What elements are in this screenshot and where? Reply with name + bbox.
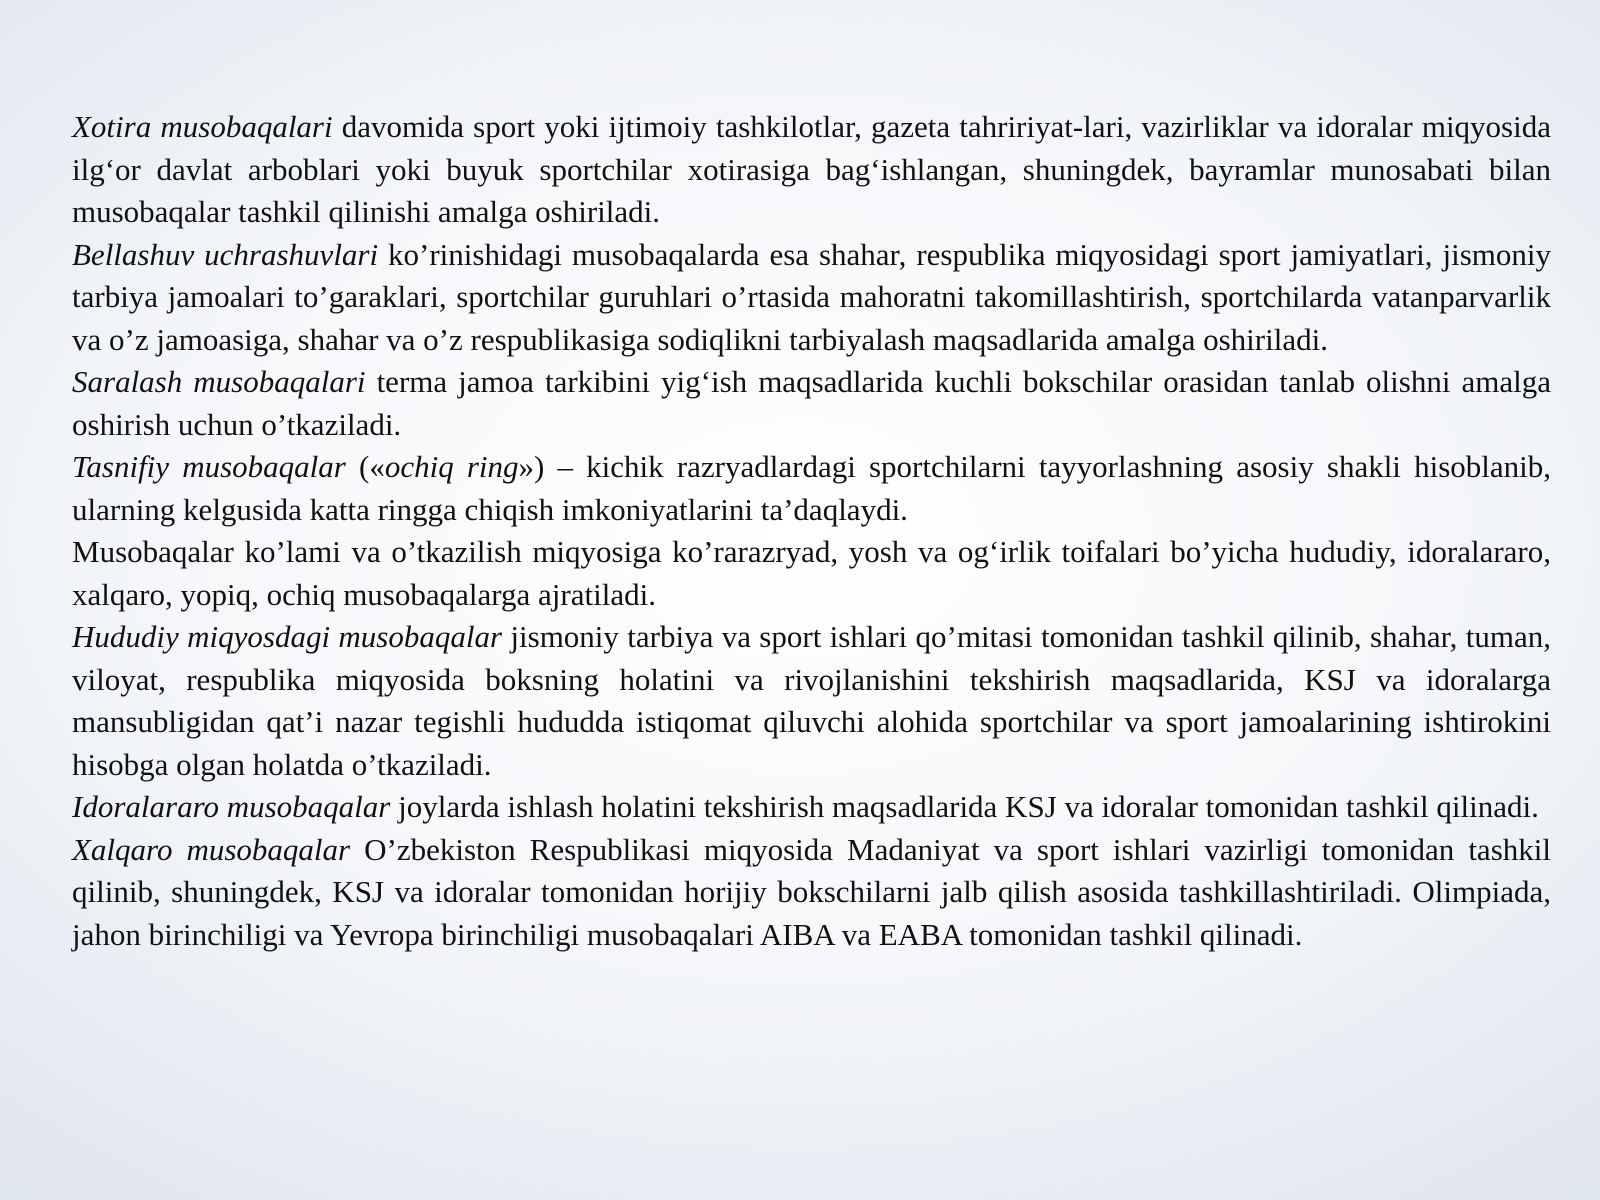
paragraph-text: jismoniy tarbiya va sport ishlari qo’mitasi tomonidan tashkil qilinib, shahar, tuman, viloyat, respublika miqyosida boksning holatini va rivojlanishini tekshirish maqsadlarida, KSJ va idoralarga mansubligidan qat’i nazar tegishli hududda istiqomat qiluvchi alohida sportchilar va sport jamoalarining ishtirokini hisobga olgan holatda o’tkaziladi. bbox=[72, 619, 1551, 782]
paragraph-text: ko’rinishidagi musobaqalarda esa shahar, respublika miqyosidagi sport jamiyatlari, jismoniy tarbiya jamoalari to’garaklari, sportchilar guruhlari o’rtasida mahoratni takomillashtirish, sportchilarda vatanparvarlik va o’z jamoasiga, shahar va o’z respublikasiga sodiqlikni tarbiyalash maqsadlarida amalga oshiriladi. bbox=[72, 236, 1551, 357]
paragraph-saralash-musobaqalari bbox=[72, 361, 1551, 446]
paragraph-text: Musobaqalar ko’lami va o’tkazilish miqyosiga ko’rarazryad, yosh va og‘irlik toifalari bo’yicha hududiy, idoralararo, xalqaro, yopiq, ochiq musobaqalarga ajratiladi. bbox=[72, 534, 1551, 612]
paragraph-tasnifiy-musobaqalar bbox=[72, 446, 1551, 531]
paragraph-text: terma jamoa tarkibini yig‘ish maqsadlarida kuchli bokschilar orasidan tanlab olishni amalga oshirish uchun o’tkaziladi. bbox=[72, 364, 1551, 442]
paragraph-term: Xalqaro musobaqalar bbox=[72, 831, 351, 867]
paragraph-text: joylarda ishlash holatini tekshirish maqsadlarida KSJ va idoralar tomonidan tashkil qilinadi. bbox=[390, 789, 1539, 824]
paragraph-term: Bellashuv uchrashuvlari bbox=[72, 236, 379, 272]
paragraph-term: Xotira musobaqalari bbox=[72, 109, 333, 144]
paragraph-term: Hududiy miqyosdagi musobaqalar bbox=[72, 619, 503, 654]
paragraph-musobaqalar-kolami bbox=[72, 531, 1551, 616]
paragraph-hududiy-musobaqalar bbox=[72, 616, 1551, 786]
paragraph-bellashuv-uchrashuvlari bbox=[72, 234, 1551, 362]
body-text bbox=[72, 106, 1551, 956]
paragraph-text: ») – kichik razryadlardagi sportchilarni tayyorlashning asosiy shakli hisoblanib, ularning kelgusida katta ringga chiqish imkoniyatlarini ta’daqlaydi. bbox=[72, 449, 1551, 527]
paragraph-xotira-musobaqalari bbox=[72, 106, 1551, 234]
paragraph-term: Tasnifiy musobaqalar bbox=[72, 449, 346, 484]
paragraph-text: davomida sport yoki ijtimoiy tashkilotlar, gazeta tahririyat-lari, vazirliklar va idoralar miqyosida ilg‘or davlat arboblari yoki buyuk sportchilar xotirasiga bag‘ishlangan, shuningdek, bayramlar munosabati bilan musobaqalar tashkil qilinishi amalga oshiriladi. bbox=[72, 109, 1551, 229]
paragraph-term: Saralash musobaqalari bbox=[72, 364, 366, 399]
paragraph-open-quote: (« bbox=[345, 449, 385, 484]
paragraph-text: O’zbekiston Respublikasi miqyosida Madaniyat va sport ishlari vazirligi tomonidan tashkil qilinib, shuningdek, KSJ va idoralar tomonidan horijiy bokschilarni jalb qilish asosida tashkillashtiriladi. Olimpiada, jahon birinchiligi va Yevropa birinchiligi musobaqalari AIBA va EABA tomonidan tashkil qilinadi. bbox=[72, 831, 1551, 952]
paragraph-xalqaro-musobaqalar bbox=[72, 829, 1551, 957]
paragraph-idoralararo-musobaqalar bbox=[72, 786, 1551, 829]
paragraph-term: Idoralararo musobaqalar bbox=[72, 789, 391, 824]
paragraph-sub-term: ochiq ring bbox=[384, 449, 519, 484]
